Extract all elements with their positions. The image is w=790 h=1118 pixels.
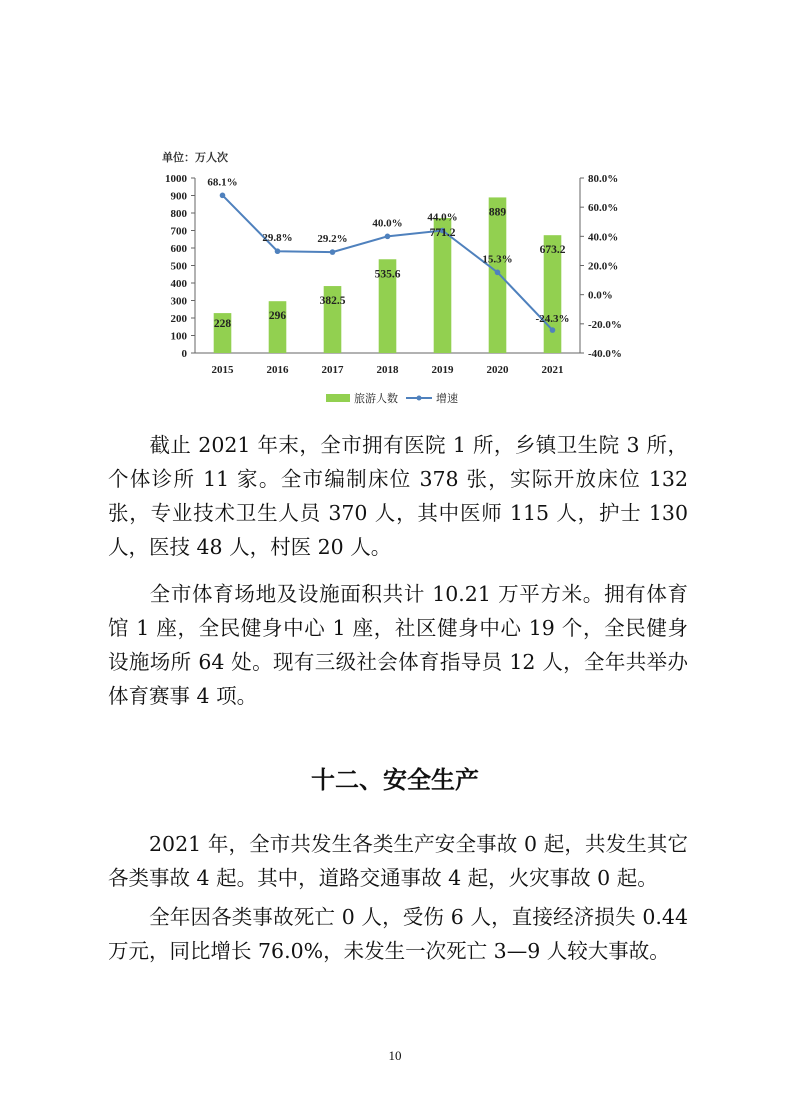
y2-tick-label: -20.0% <box>588 318 622 331</box>
growth-data-label: 15.3% <box>482 253 513 266</box>
y-tick-label: 300 <box>170 295 187 308</box>
growth-data-label: 44.0% <box>427 211 458 224</box>
y2-tick-label: 20.0% <box>588 260 619 273</box>
legend-bar-swatch <box>326 394 350 402</box>
y-tick-label: 600 <box>170 243 187 255</box>
section-heading: 十二、安全生产 <box>311 766 479 794</box>
x-tick-label: 2021 <box>541 364 564 376</box>
y-tick-label: 800 <box>170 208 187 220</box>
x-tick-label: 2015 <box>211 364 234 376</box>
x-tick-label: 2017 <box>321 364 344 376</box>
y-tick-label: 100 <box>170 330 187 343</box>
growth-point-2015 <box>220 193 226 199</box>
legend-line-label: 增速 <box>436 393 458 405</box>
bar-data-label: 228 <box>213 318 232 330</box>
x-tick-label: 2019 <box>431 364 454 376</box>
growth-data-label: 68.1% <box>207 176 238 189</box>
unit-label: 单位：万人次 <box>162 152 228 164</box>
y-tick-label: 900 <box>170 190 187 203</box>
tourism-chart <box>150 145 650 415</box>
bar-data-label: 296 <box>268 310 287 323</box>
bar-data-label: 771.2 <box>429 227 456 240</box>
paragraph-health: 截止 2021 年末，全市拥有医院 1 所，乡镇卫生院 3 所，个体诊所 11 家。全市编制床位 378 张，实际开放床位 132 张，专业技术卫生人员 370 人，其中医师 115 人，护士 130 人，医技 48 人，村医 20 人。 <box>108 433 688 559</box>
growth-data-label: 40.0% <box>372 217 403 230</box>
growth-point-2021 <box>550 327 556 333</box>
paragraph-accidents: 2021 年，全市共发生各类生产安全事故 0 起，共发生其它各类事故 4 起。其中，道路交通事故 4 起，火灾事故 0 起。 <box>108 832 688 890</box>
y-tick-label: 1000 <box>165 173 187 185</box>
y-tick-label: 500 <box>170 260 187 273</box>
x-tick-label: 2020 <box>486 364 509 376</box>
bar-data-label: 889 <box>488 206 507 219</box>
y-tick-label: 700 <box>170 225 187 238</box>
growth-point-2017 <box>330 249 336 255</box>
paragraph-sports: 全市体育场地及设施面积共计 10.21 万平方米。拥有体育馆 1 座，全民健身中心 1 座，社区健身中心 19 个，全民健身设施场所 64 处。现有三级社会体育指导员 12 人，全年共举办体育赛事 4 项。 <box>108 582 688 708</box>
x-tick-label: 2016 <box>266 364 289 376</box>
bar-2016 <box>269 301 287 353</box>
legend-line-marker <box>417 396 422 401</box>
growth-data-label: -24.3% <box>535 313 570 326</box>
bar-data-label: 673.2 <box>539 244 566 257</box>
page-number: 10 <box>388 1048 402 1063</box>
y2-tick-label: 40.0% <box>588 231 619 244</box>
y2-tick-label: 0.0% <box>588 289 613 302</box>
growth-point-2018 <box>385 234 391 240</box>
growth-point-2020 <box>495 270 501 276</box>
paragraph-casualties: 全年因各类事故死亡 0 人，受伤 6 人，直接经济损失 0.44 万元，同比增长 76.0%，未发生一次死亡 3—9 人较大事故。 <box>108 905 688 963</box>
y-tick-label: 200 <box>170 313 187 325</box>
growth-point-2016 <box>275 248 281 254</box>
y2-tick-label: 80.0% <box>588 173 619 185</box>
growth-data-label: 29.8% <box>262 232 293 245</box>
growth-data-label: 29.2% <box>317 233 348 246</box>
y-tick-label: 0 <box>181 348 187 360</box>
x-tick-label: 2018 <box>376 364 399 376</box>
y2-tick-label: -40.0% <box>588 348 622 360</box>
bar-data-label: 535.6 <box>374 268 401 281</box>
bar-2020 <box>489 197 507 353</box>
bar-data-label: 382.5 <box>319 295 346 308</box>
legend-bar-label: 旅游人数 <box>354 393 398 405</box>
y-tick-label: 400 <box>170 278 187 290</box>
y2-tick-label: 60.0% <box>588 202 619 215</box>
